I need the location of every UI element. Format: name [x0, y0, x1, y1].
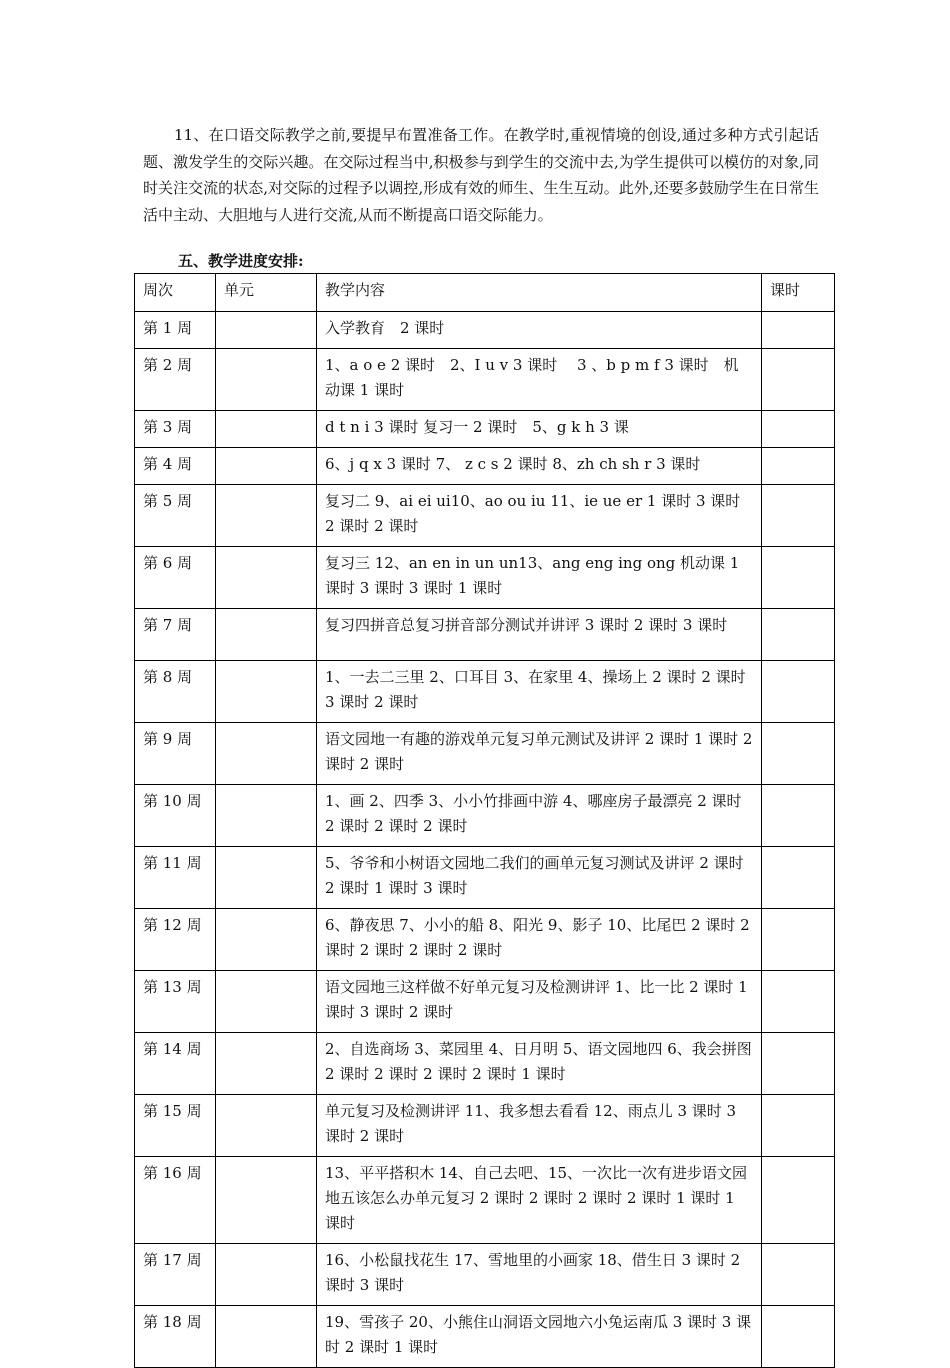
unit-cell	[216, 1244, 317, 1306]
week-cell: 第 9 周	[135, 723, 216, 785]
table-row	[135, 909, 835, 971]
unit-cell	[216, 909, 317, 971]
week-cell: 第 2 周	[135, 349, 216, 411]
table-row	[135, 1306, 835, 1368]
content-cell: 5、爷爷和小树语文园地二我们的画单元复习测试及讲评 2 课时 2 课时 1 课时 3 课时	[317, 847, 762, 909]
week-cell: 第 3 周	[135, 411, 216, 448]
content-cell: 16、小松鼠找花生 17、雪地里的小画家 18、借生日 3 课时 2 课时 3 课时	[317, 1244, 762, 1306]
table-row	[135, 1157, 835, 1244]
hours-cell	[762, 1306, 835, 1368]
hours-cell	[762, 411, 835, 448]
header-hours: 课时	[762, 274, 835, 312]
table-row	[135, 847, 835, 909]
header-unit: 单元	[216, 274, 317, 312]
hours-cell	[762, 723, 835, 785]
hours-cell	[762, 448, 835, 485]
week-cell: 第 6 周	[135, 547, 216, 609]
table-row	[135, 485, 835, 547]
table-row	[135, 1033, 835, 1095]
hours-cell	[762, 971, 835, 1033]
unit-cell	[216, 1033, 317, 1095]
table-row	[135, 661, 835, 723]
unit-cell	[216, 349, 317, 411]
hours-cell	[762, 609, 835, 661]
content-cell: 语文园地三这样做不好单元复习及检测讲评 1、比一比 2 课时 1 课时 3 课时 2 课时	[317, 971, 762, 1033]
unit-cell	[216, 448, 317, 485]
table-row	[135, 547, 835, 609]
content-cell: 1、一去二三里 2、口耳目 3、在家里 4、操场上 2 课时 2 课时 3 课时 2 课时	[317, 661, 762, 723]
unit-cell	[216, 1306, 317, 1368]
week-cell: 第 16 周	[135, 1157, 216, 1244]
content-cell: 复习二 9、ai ei ui10、ao ou iu 11、ie ue er 1 课时 3 课时 2 课时 2 课时	[317, 485, 762, 547]
hours-cell	[762, 485, 835, 547]
unit-cell	[216, 723, 317, 785]
hours-cell	[762, 1033, 835, 1095]
hours-cell	[762, 909, 835, 971]
table-row	[135, 971, 835, 1033]
unit-cell	[216, 547, 317, 609]
content-cell: 1、画 2、四季 3、小小竹排画中游 4、哪座房子最漂亮 2 课时 2 课时 2 课时 2 课时	[317, 785, 762, 847]
week-cell: 第 18 周	[135, 1306, 216, 1368]
table-row	[135, 723, 835, 785]
table-row	[135, 312, 835, 349]
hours-cell	[762, 1095, 835, 1157]
intro-paragraph: 11、在口语交际教学之前,要提早布置准备工作。在教学时,重视情境的创设,通过多种方式引起话题、激发学生的交际兴趣。在交际过程当中,积极参与到学生的交流中去,为学生提供可以模仿的对象,同时关注交流的状态,对交际的过程予以调控,形成有效的师生、生生互动。此外,还要多鼓励学生在日常生活中主动、大胆地与人进行交流,从而不断提高口语交际能力。	[143, 126, 819, 224]
week-cell: 第 11 周	[135, 847, 216, 909]
hours-cell	[762, 847, 835, 909]
content-cell: d t n i 3 课时 复习一 2 课时 5、g k h 3 课	[317, 411, 762, 448]
week-cell: 第 8 周	[135, 661, 216, 723]
week-cell: 第 1 周	[135, 312, 216, 349]
hours-cell	[762, 1244, 835, 1306]
content-cell: 6、静夜思 7、小小的船 8、阳光 9、影子 10、比尾巴 2 课时 2 课时 2 课时 2 课时 2 课时	[317, 909, 762, 971]
header-content: 教学内容	[317, 274, 762, 312]
unit-cell	[216, 661, 317, 723]
content-cell: 语文园地一有趣的游戏单元复习单元测试及讲评 2 课时 1 课时 2 课时 2 课时	[317, 723, 762, 785]
table-row	[135, 1244, 835, 1306]
schedule-table	[134, 273, 835, 1368]
week-cell: 第 17 周	[135, 1244, 216, 1306]
hours-cell	[762, 661, 835, 723]
table-row	[135, 448, 835, 485]
content-cell: 2、自选商场 3、菜园里 4、日月明 5、语文园地四 6、我会拼图 2 课时 2 课时 2 课时 2 课时 1 课时	[317, 1033, 762, 1095]
content-cell: 单元复习及检测讲评 11、我多想去看看 12、雨点儿 3 课时 3 课时 2 课时	[317, 1095, 762, 1157]
unit-cell	[216, 485, 317, 547]
unit-cell	[216, 312, 317, 349]
table-row	[135, 609, 835, 661]
week-cell: 第 14 周	[135, 1033, 216, 1095]
table-row	[135, 411, 835, 448]
unit-cell	[216, 609, 317, 661]
week-cell: 第 5 周	[135, 485, 216, 547]
hours-cell	[762, 312, 835, 349]
unit-cell	[216, 971, 317, 1033]
content-cell: 复习三 12、an en in un un13、ang eng ing ong 机动课 1 课时 3 课时 3 课时 1 课时	[317, 547, 762, 609]
section-heading: 五、教学进度安排:	[178, 252, 304, 270]
content-cell: 1、a o e 2 课时 2、I u v 3 课时 3 、b p m f 3 课时 机动课 1 课时	[317, 349, 762, 411]
content-cell: 复习四拼音总复习拼音部分测试并讲评 3 课时 2 课时 3 课时	[317, 609, 762, 661]
content-cell: 入学教育 2 课时	[317, 312, 762, 349]
week-cell: 第 12 周	[135, 909, 216, 971]
unit-cell	[216, 785, 317, 847]
week-cell: 第 10 周	[135, 785, 216, 847]
content-cell: 13、平平搭积木 14、自己去吧、15、一次比一次有进步语文园地五该怎么办单元复习 2 课时 2 课时 2 课时 2 课时 1 课时 1 课时	[317, 1157, 762, 1244]
table-header-row	[135, 274, 835, 312]
unit-cell	[216, 1095, 317, 1157]
content-cell: 6、j q x 3 课时 7、 z c s 2 课时 8、zh ch sh r 3 课时	[317, 448, 762, 485]
table-row	[135, 349, 835, 411]
hours-cell	[762, 785, 835, 847]
week-cell: 第 13 周	[135, 971, 216, 1033]
hours-cell	[762, 547, 835, 609]
unit-cell	[216, 411, 317, 448]
week-cell: 第 7 周	[135, 609, 216, 661]
unit-cell	[216, 847, 317, 909]
content-cell: 19、雪孩子 20、小熊住山洞语文园地六小兔运南瓜 3 课时 3 课时 2 课时 1 课时	[317, 1306, 762, 1368]
hours-cell	[762, 349, 835, 411]
header-week: 周次	[135, 274, 216, 312]
table-row	[135, 785, 835, 847]
week-cell: 第 4 周	[135, 448, 216, 485]
unit-cell	[216, 1157, 317, 1244]
week-cell: 第 15 周	[135, 1095, 216, 1157]
hours-cell	[762, 1157, 835, 1244]
table-row	[135, 1095, 835, 1157]
